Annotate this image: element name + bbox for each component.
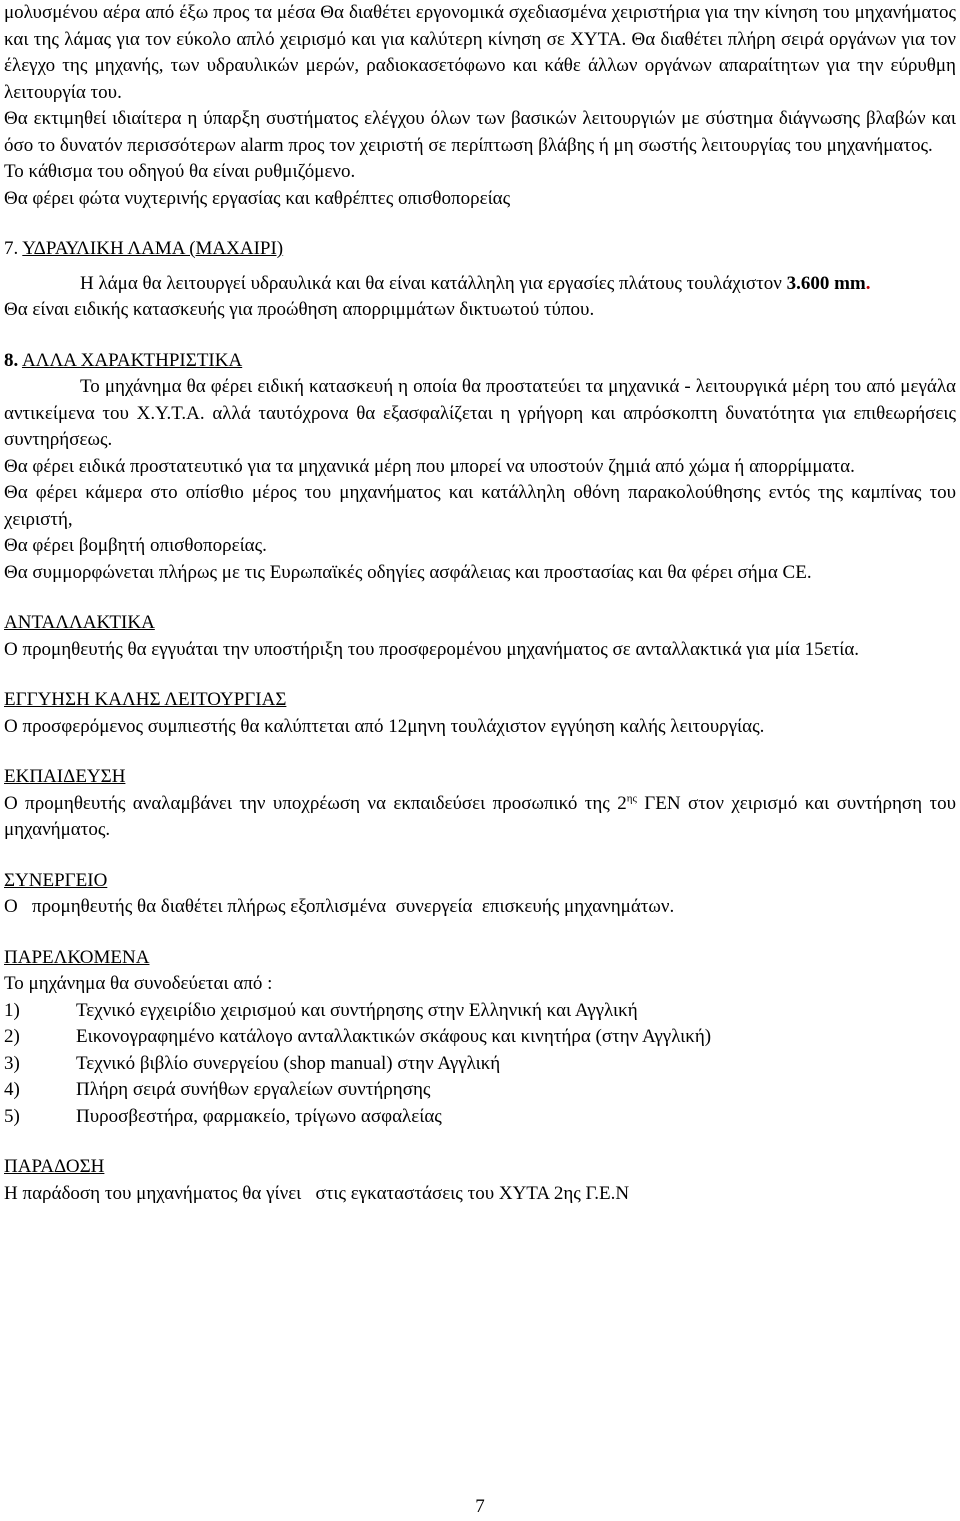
workshop-text: Ο προμηθευτής θα διαθέτει πλήρως εξοπλισμένα συνεργεία επισκευής μηχανημάτων. [4,896,675,917]
section-7-heading [0,236,960,263]
training-text [0,791,960,844]
section-7-p1-dot: . [865,272,871,294]
section-7-paragraph-2: Θα είναι ειδικής κατασκευής για προώθηση απορριμμάτων δικτυωτού τύπου. [4,299,595,320]
list-item-number: 4) [4,1079,20,1100]
training-text-b: ΓΕΝ στον χειρισμό και συντήρηση του μηχανήματος. [4,792,957,840]
list-item-number: 5) [4,1105,20,1127]
list-item-text: Πυροσβεστήρα, φαρμακείο, τρίγωνο ασφαλείας [76,1105,442,1127]
warranty-text: Ο προσφερόμενος συμπιεστής θα καλύπτεται από 12μηνη τουλάχιστον εγγύηση καλής λειτουργίας. [4,715,765,737]
section-8-title: ΑΛΛΑ ΧΑΡΑΚΤΗΡΙΣΤΙΚΑ [21,349,243,371]
intro-paragraph-3: Το κάθισμα του οδηγού θα είναι ρυθμιζόμενο. [4,161,356,182]
section-8-paragraph-1: Το μηχάνημα θα φέρει ειδική κατασκευή η οποία θα προστατεύει τα μηχανικά - λειτουργικά μέρη του από μεγάλα αντικείμενα του Χ.Υ.Τ.Α. αλλά ταυτόχρονα θα εξασφαλίζεται η γρήγορη και απρόσκοπτη δυνατότητα για επιθεωρήσεις συντηρήσεως. [4,376,956,450]
list-item-text: Εικονογραφημένο κατάλογο ανταλλακτικών σκάφους και κινητήρα (στην Αγγλική) [76,1026,712,1047]
warranty-title: ΕΓΓΥΗΣΗ ΚΑΛΗΣ ΛΕΙΤΟΥΡΓΙΑΣ [4,689,287,710]
list-item-number: 2) [4,1026,20,1047]
intro-paragraph-2: Θα εκτιμηθεί ιδιαίτερα η ύπαρξη συστήματος ελέγχου όλων των βασικών λειτουργιών με σύστημα διάγνωσης βλαβών και όσο το δυνατόν περισσότερων alarm προς τον χειριστή σε περίπτωση βλάβης ή μη σωστής λειτουργίας του μηχανήματος. [4,108,956,156]
list-item [0,1104,960,1131]
list-item-number: 1) [4,999,20,1021]
list-item-number: 3) [4,1052,20,1074]
page-number: 7 [475,1496,485,1517]
list-item [0,998,960,1025]
section-8-number: 8. [4,349,19,371]
section-8-paragraph-5: Θα συμμορφώνεται πλήρως με τις Ευρωπαϊκές οδηγίες ασφάλειας και προστασίας και θα φέρει σήμα CE. [4,561,812,583]
section-7-paragraph-1 [0,271,960,298]
section-7-p1-value: 3.600 mm [786,272,866,294]
delivery-text: Η παράδοση του μηχανήματος θα γίνει στις εγκαταστάσεις του ΧΥΤΑ 2ης Γ.Ε.Ν [4,1182,630,1204]
list-item-text: Πλήρη σειρά συνήθων εργαλείων συντήρησης [76,1079,431,1100]
training-title: ΕΚΠΑΙΔΕΥΣΗ [4,766,126,787]
section-7-title: ΥΔΡΑΥΛΙΚΗ ΛΑΜΑ (ΜΑΧΑΙΡΙ) [22,238,284,259]
delivery-title: ΠΑΡΑΔΟΣΗ [4,1156,105,1177]
intro-paragraph-1: μολυσμένου αέρα από έξω προς τα μέσα Θα διαθέτει εργονομικά σχεδιασμένα χειριστήρια για την κίνηση του μηχανήματος και της λάμας για τον εύκολο απλό χειρισμό και για καλύτερη κίνηση σε ΧΥΤΑ. Θα διαθέτει πλήρη σειρά οργάνων για τον έλεγχο της μηχανής, των υδραυλικών μερών, ραδιοκασετόφωνο και κάθε άλλων οργάνων απαραίτητων για την εύρυθμη λειτουργία του. [4,2,956,103]
section-7-number: 7. [4,238,19,259]
section-8-heading [0,348,960,375]
workshop-title: ΣΥΝΕΡΓΕΙΟ [4,869,108,891]
spares-text: Ο προμηθευτής θα εγγυάται την υποστήριξη του προσφερομένου μηχανήματος σε ανταλλακτικά για μία 15ετία. [4,638,860,660]
section-8-paragraph-3: Θα φέρει κάμερα στο οπίσθιο μέρος του μηχανήματος και κατάλληλη οθόνη παρακολούθησης εντός της καμπίνας του χειριστή, [4,482,956,530]
accessories-title: ΠΑΡΕΛΚΟΜΕΝΑ [4,946,150,968]
accessories-intro: Το μηχάνημα θα συνοδεύεται από : [4,973,273,994]
spares-title: ΑΝΤΑΛΛΑΚΤΙΚΑ [4,612,155,633]
list-item-text: Τεχνικό βιβλίο συνεργείου (shop manual) στην Αγγλική [76,1052,501,1074]
section-7-p1-text: Η λάμα θα λειτουργεί υδραυλικά και θα είναι κατάλληλη για εργασίες πλάτους τουλάχιστον [80,272,782,294]
list-item-text: Τεχνικό εγχειρίδιο χειρισμού και συντήρησης στην Ελληνική και Αγγλική [76,999,638,1021]
section-8-paragraph-4: Θα φέρει βομβητή οπισθοπορείας. [4,535,267,556]
intro-paragraph-4: Θα φέρει φώτα νυχτερινής εργασίας και καθρέπτες οπισθοπορείας [4,187,511,209]
training-text-a: Ο προμηθευτής αναλαμβάνει την υποχρέωση να εκπαιδεύσει προσωπικό της 2 [4,792,627,814]
list-item [0,1077,960,1104]
list-item [0,1024,960,1051]
training-superscript: ης [626,792,637,805]
section-8-paragraph-2: Θα φέρει ειδικά προστατευτικό για τα μηχανικά μέρη που μπορεί να υποστούν ζημιά από χώμα ή απορρίμματα. [4,455,855,477]
list-item [0,1051,960,1078]
